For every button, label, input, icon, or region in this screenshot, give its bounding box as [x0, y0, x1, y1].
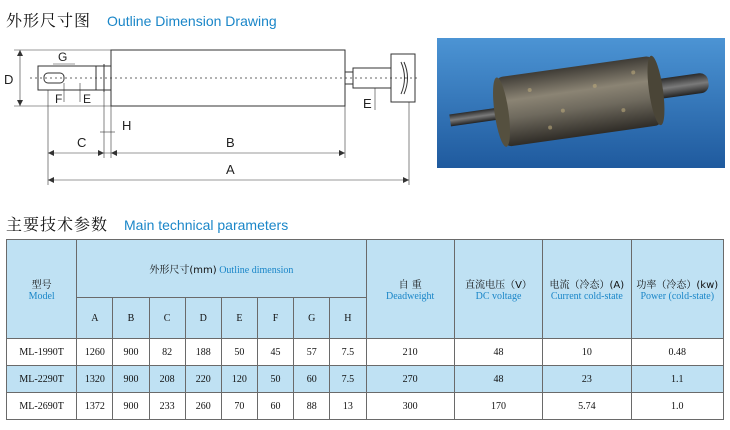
cell-power: 0.48 [631, 339, 723, 366]
outline-heading-en: Outline Dimension Drawing [107, 13, 277, 29]
cell-dim: 50 [257, 366, 293, 393]
header-dc-voltage: 直流电压（V） DC voltage [454, 240, 542, 339]
header-dim-col: B [113, 298, 149, 339]
dim-label-f: F [55, 92, 63, 106]
cell-model: ML-1990T [7, 339, 77, 366]
cell-dim: 57 [294, 339, 330, 366]
cell-dim: 900 [113, 339, 149, 366]
cell-dim: 260 [185, 393, 221, 420]
dim-label-d: D [4, 72, 14, 87]
outline-dimension-drawing [0, 40, 430, 190]
cell-dim: 188 [185, 339, 221, 366]
dim-label-g: G [58, 50, 68, 64]
header-dim-col: F [257, 298, 293, 339]
table-row [7, 339, 724, 366]
cell-dim: 7.5 [330, 339, 366, 366]
cell-dim: 70 [221, 393, 257, 420]
header-dim-col: H [330, 298, 366, 339]
dim-label-h: H [122, 118, 132, 133]
product-photo [437, 38, 725, 168]
cell-dim: 900 [113, 393, 149, 420]
cell-dim: 60 [257, 393, 293, 420]
cell-dim: 82 [149, 339, 185, 366]
header-dim-col: C [149, 298, 185, 339]
dim-label-c: C [77, 135, 87, 150]
cell-model: ML-2690T [7, 393, 77, 420]
cell-voltage: 48 [454, 339, 542, 366]
header-dim-col: A [77, 298, 113, 339]
header-dim-col: E [221, 298, 257, 339]
dim-label-e: E [83, 92, 92, 106]
table-row [7, 393, 724, 420]
cell-dim: 1320 [77, 366, 113, 393]
cell-dim: 1260 [77, 339, 113, 366]
cell-power: 1.1 [631, 366, 723, 393]
cell-dim: 45 [257, 339, 293, 366]
header-outline-dimension: 外形尺寸(mm) Outline dimension [77, 240, 366, 298]
params-heading-cn: 主要技术参数 [6, 215, 109, 234]
header-power: 功率（冷态）(kw) Power (cold-state) [631, 240, 723, 339]
header-model: 型号 Model [7, 240, 77, 339]
cell-dim: 7.5 [330, 366, 366, 393]
cell-dim: 50 [221, 339, 257, 366]
cell-dim: 220 [185, 366, 221, 393]
cell-current: 5.74 [543, 393, 631, 420]
cell-dim: 1372 [77, 393, 113, 420]
cell-dim: 233 [149, 393, 185, 420]
cell-current: 10 [543, 339, 631, 366]
header-deadweight: 自 重 Deadweight [366, 240, 454, 339]
cell-dim: 208 [149, 366, 185, 393]
cell-dim: 120 [221, 366, 257, 393]
cell-dim: 60 [294, 366, 330, 393]
cell-dim: 13 [330, 393, 366, 420]
cell-weight: 300 [366, 393, 454, 420]
params-heading [6, 212, 288, 235]
cell-weight: 210 [366, 339, 454, 366]
cell-voltage: 48 [454, 366, 542, 393]
cell-model: ML-2290T [7, 366, 77, 393]
cell-current: 23 [543, 366, 631, 393]
parameters-table [6, 239, 724, 420]
outline-heading-cn: 外形尺寸图 [6, 11, 92, 30]
params-heading-en: Main technical parameters [124, 217, 289, 233]
cell-dim: 900 [113, 366, 149, 393]
outline-drawing-heading [6, 8, 277, 31]
header-dim-col: G [294, 298, 330, 339]
dim-label-e2: E [363, 96, 372, 111]
header-current: 电流（冷态）(A) Current cold-state [543, 240, 631, 339]
cell-voltage: 170 [454, 393, 542, 420]
table-row [7, 366, 724, 393]
dim-label-a: A [226, 162, 235, 177]
cell-dim: 88 [294, 393, 330, 420]
cell-power: 1.0 [631, 393, 723, 420]
dim-label-b: B [226, 135, 235, 150]
cell-weight: 270 [366, 366, 454, 393]
header-dim-col: D [185, 298, 221, 339]
